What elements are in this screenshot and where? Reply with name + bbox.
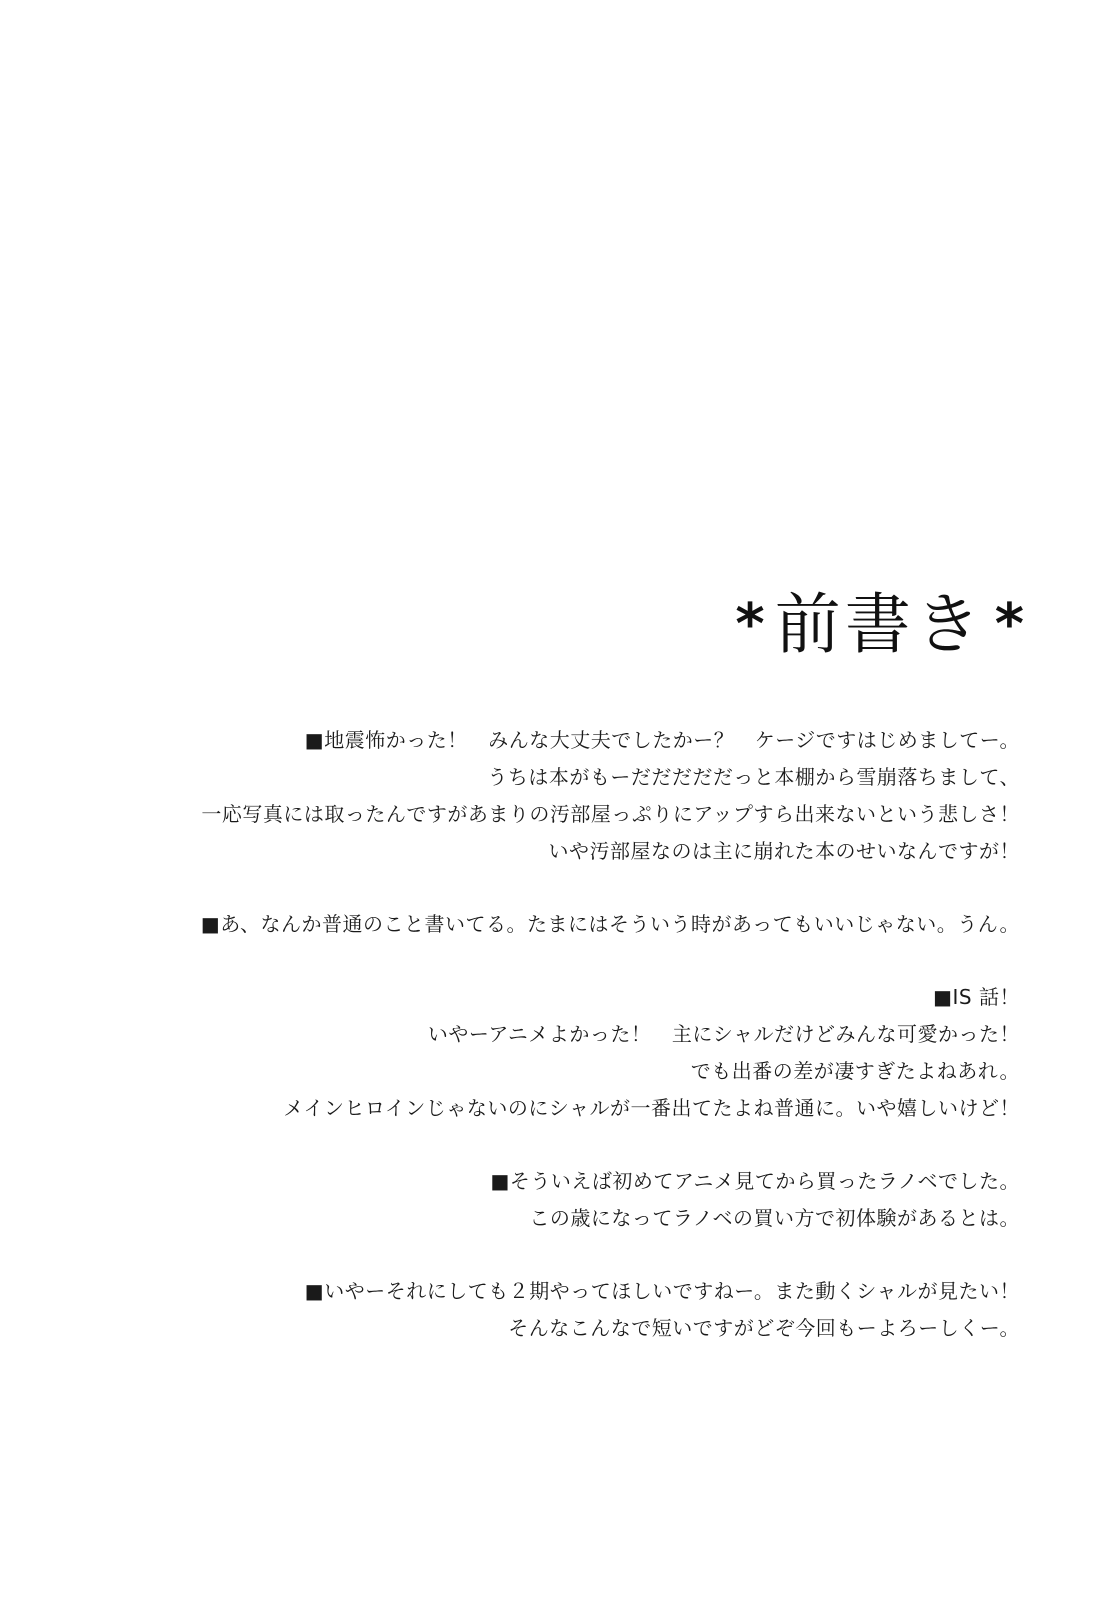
text-line: いや汚部屋なのは主に崩れた本のせいなんですが！ (548, 839, 1020, 863)
paragraph-is-talk (90, 979, 1020, 1127)
paragraph-light-novel (90, 1163, 1020, 1237)
text-line: 一応写真には取ったんですがあまりの汚部屋っぷりにアップすら出来ないという悲しさ！ (201, 802, 1020, 826)
text-line: ■そういえば初めてアニメ見てから買ったラノベでした。 (490, 1169, 1020, 1193)
page-heading (735, 586, 1024, 663)
text-line: メインヒロインじゃないのにシャルが一番出てたよね普通に。いや嬉しいけど！ (283, 1096, 1020, 1120)
body-text (90, 722, 1020, 1383)
asterisk-right-icon: * (994, 592, 1024, 657)
text-line: ■IS 話！ (933, 985, 1020, 1009)
text-line: ■あ、なんか普通のこと書いてる。たまにはそういう時があってもいいじゃない。うん。 (200, 912, 1020, 936)
text-line: うちは本がもーだだだだだっと本棚から雪崩落ちまして、 (487, 765, 1020, 789)
text-line: ■いやーそれにしても２期やってほしいですねー。また動くシャルが見たい！ (304, 1279, 1020, 1303)
asterisk-left-icon: * (735, 592, 765, 657)
text-line: いやーアニメよかった！ 主にシャルだけどみんな可愛かった！ (427, 1022, 1020, 1046)
text-line: ■地震怖かった！ みんな大丈夫でしたかー？ ケージですはじめましてー。 (304, 728, 1020, 752)
paragraph-earthquake (90, 722, 1020, 870)
text-line: この歳になってラノベの買い方で初体験があるとは。 (529, 1206, 1020, 1230)
paragraph-normal-talk (90, 906, 1020, 943)
paragraph-closing (90, 1273, 1020, 1347)
heading-title: 前書き (774, 586, 985, 663)
text-line: でも出番の差が凄すぎたよねあれ。 (690, 1059, 1020, 1083)
text-line: そんなこんなで短いですがどぞ今回もーよろーしくー。 (508, 1316, 1020, 1340)
